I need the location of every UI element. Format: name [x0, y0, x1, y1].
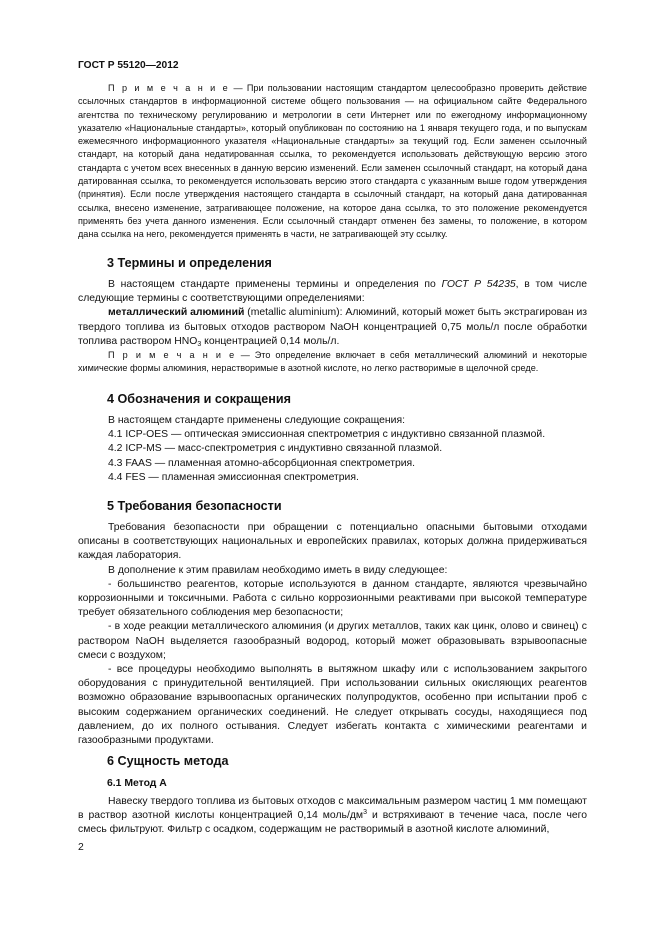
section-3-body — [78, 278, 587, 349]
list-item: - все процедуры необходимо выполнять в вытяжном шкафу или с использованием закрытого оборудования с принудительной вентиляцией. При использовании сильных окисляющих реагентов возможно образование взрывоопасных органических полупродуктов, особенно при испытании проб с высоким содержанием органических соединений. Не следует открывать сосуды, находящиеся под давлением, до их полного остывания. Следует избегать контакта с химическими реагентами и газообразными продуктами. — [78, 664, 587, 747]
note-text: — Это определение включает в себя металлический алюминий и некоторые химические формы алюминия, нерастворимые в азотной кислоте, но легко растворимые в щелочной среде. — [78, 350, 587, 374]
note-label: П р и м е ч а н и е — [108, 83, 230, 93]
paragraph: Требования безопасности при обращении с потенциально опасными бытовыми отходами описаны в соответствующих национальных и европейских правилах, которых должна придерживаться каждая лаборатория. — [78, 522, 587, 562]
term-name: металлический алюминий — [108, 307, 245, 319]
list-item: - в ходе реакции металлического алюминия (и других металлов, таких как цинк, олово и свинец) с раствором NaOH выделяется газообразный водород, который может образовывать взрывоопасные смеси с воздухом; — [78, 621, 587, 661]
section-5-title: 5 Требования безопасности — [107, 499, 282, 513]
paragraph: В дополнение к этим правилам необходимо иметь в виду следующее: — [108, 564, 448, 576]
abbreviation-item: 4.2 ICP-MS — масс-спектрометрия с индуктивно связанной плазмой. — [108, 443, 443, 455]
section-4-body — [78, 414, 587, 485]
term-definition: металлический алюминий (metallic aluminium): Алюминий, который может быть экстрагирован из твердого топлива из бытовых отходов раствором NaOH концентрацией 0,75 моль/л после обработки топлива раствором $HNO_3$ концентрацией 0,14 моль/л. — [78, 307, 588, 348]
note-text: — При пользовании настоящим стандартом целесообразно проверить действие ссылочных стандартов в информационной системе общего пользования — на официальном сайте Федерального агентства по техническому регулированию и метрологии в сети Интернет или по ежегодному информационному указателю «Национальные стандарты», который опубликован по состоянию на 1 января текущего года, и по выпускам ежемесячного информационного указателя «Национальные стандарты» за текущий год. Если заменен ссылочный стандарт, на который дана недатированная ссылка, то рекомендуется использовать действующую версию этого стандарта с учетом всех внесенных в данную версию изменений. Если заменен ссылочный стандарт, на который дана датированная ссылка, то рекомендуется использовать версию этого стандарта с указанным выше годом утверждения (принятия). Если после утверждения настоящего стандарта в ссылочный стандарт, на который дана датированная ссылка, внесено изменение, затрагивающее положение, на которое дана ссылка, то это положение рекомендуется применять без учета данного изменения. Если ссылочный стандарт отменен без замены, то положение, в котором дана ссылка на него, рекомендуется применять в части, не затрагивающей эту ссылку. — [78, 83, 587, 240]
standard-reference: ГОСТ Р 54235 — [441, 279, 516, 290]
page-number: 2 — [78, 842, 84, 853]
abbreviation-item: 4.4 FES — пламенная эмиссионная спектрометрия. — [108, 471, 359, 483]
abbreviation-item: 4.1 ICP-OES — оптическая эмиссионная спектрометрия с индуктивно связанной плазмой. — [108, 429, 546, 441]
section-3-title: 3 Термины и определения — [107, 256, 272, 270]
section-4-intro: В настоящем стандарте применены следующие сокращения: — [108, 415, 405, 426]
term-note — [78, 349, 587, 376]
section-6-body — [78, 795, 587, 838]
references-note — [78, 82, 587, 242]
abbreviation-item: 4.3 FAAS — пламенная атомно-абсорбционная спектрометрия. — [108, 457, 416, 469]
list-item: - большинство реагентов, которые используются в данном стандарте, являются чрезвычайно коррозионными и токсичными. Работа с сильно коррозионными реактивами при высокой температуре требует обязательного соблюдения мер безопасности; — [78, 578, 587, 619]
section-5-body — [78, 521, 587, 748]
section-3-intro: В настоящем стандарте применены термины и определения по ГОСТ Р 54235, в том числе следующие термины с соответствующими определениями: — [78, 279, 587, 305]
paragraph: Навеску твердого топлива из бытовых отходов с максимальным размером частиц 1 мм помещают в раствор азотной кислоты концентрацией 0,14 моль/$дм^3$ и встряхивают в течение часа, после чего смесь фильтруют. Фильтр с осадком, содержащим не растворимый в азотной кислоте алюминий, — [78, 796, 587, 836]
section-4-title: 4 Обозначения и сокращения — [107, 392, 291, 406]
note-label: П р и м е ч а н и е — [108, 350, 236, 360]
document-header: ГОСТ Р 55120—2012 — [78, 60, 179, 71]
section-6-title: 6 Сущность метода — [107, 754, 229, 768]
subsection-6-1-title: 6.1 Метод А — [107, 778, 167, 789]
